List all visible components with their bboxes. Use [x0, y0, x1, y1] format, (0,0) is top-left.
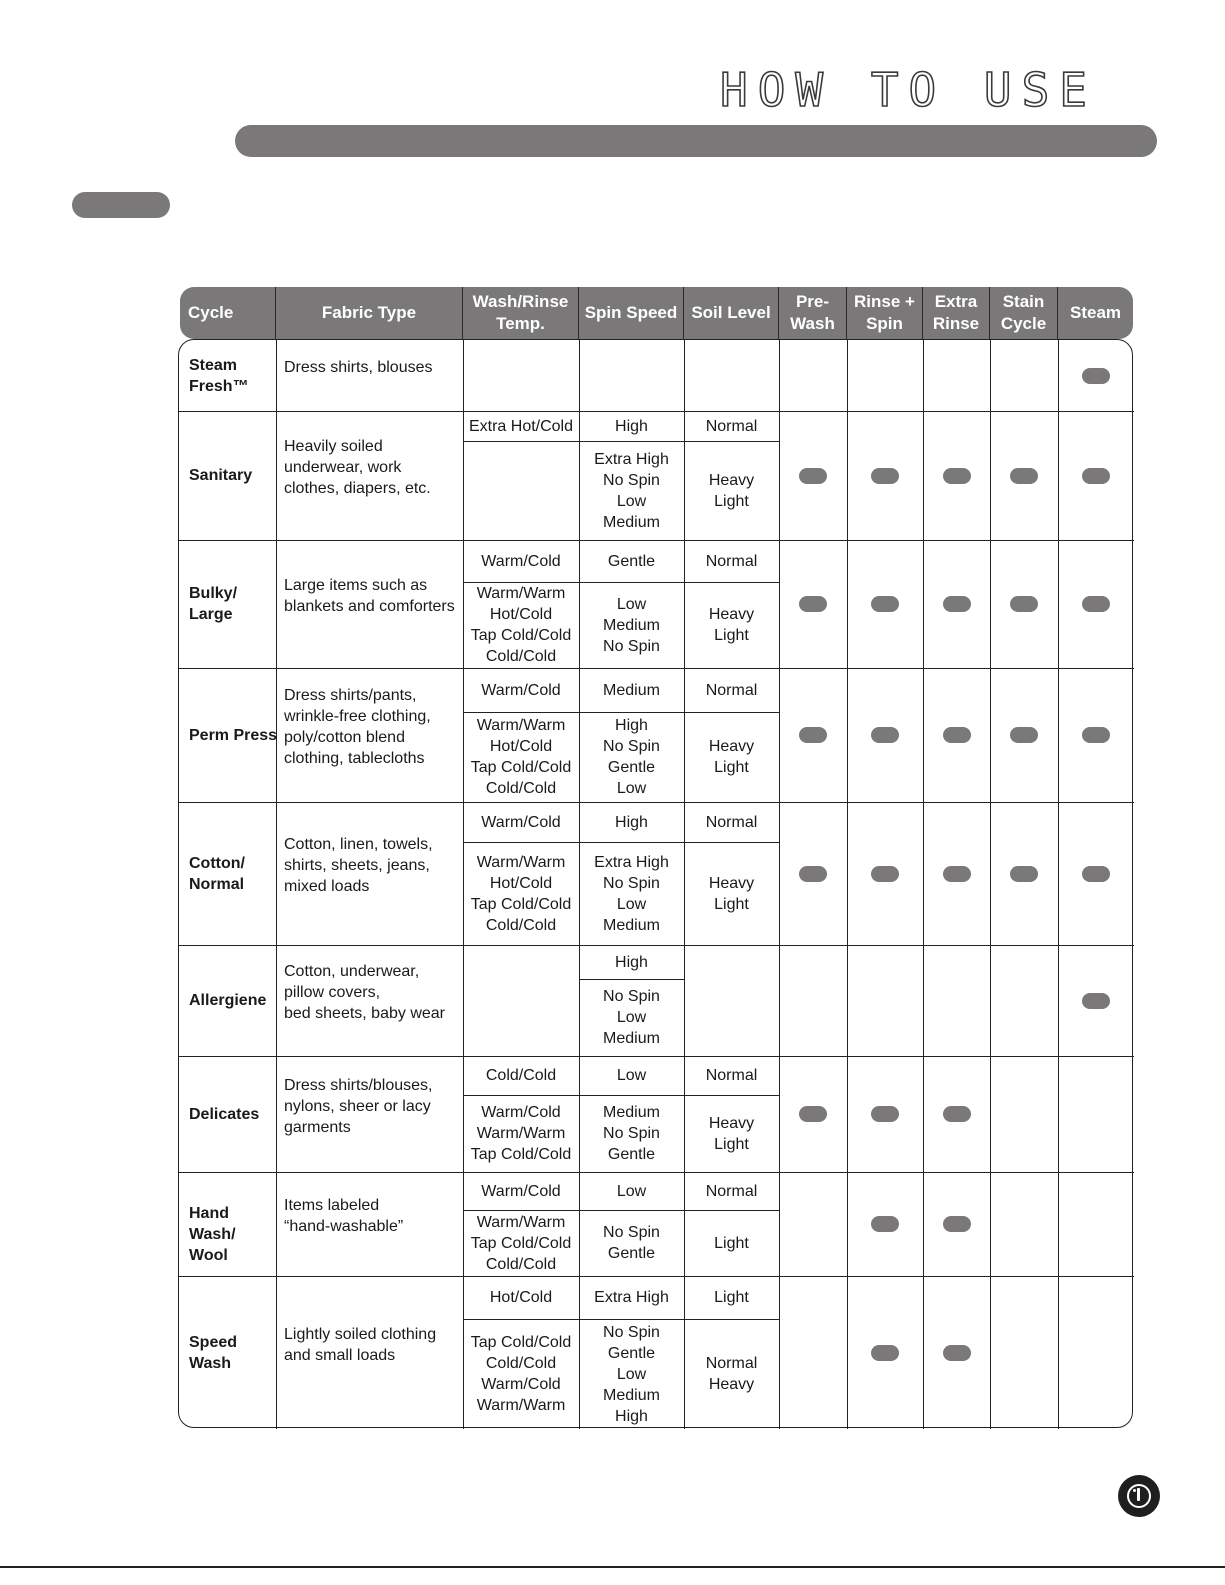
cycle-name: Speed Wash — [189, 1333, 238, 1372]
filled-oval-icon — [871, 727, 899, 743]
column-divider — [990, 340, 991, 1429]
cycle-name: Hand Wash/ Wool — [189, 1205, 236, 1264]
spin-options: Medium No Spin Gentle — [603, 1104, 660, 1163]
filled-oval-icon — [943, 866, 971, 882]
row-divider — [179, 802, 1134, 803]
filled-oval-icon — [943, 1345, 971, 1361]
soil-default: Light — [714, 1289, 749, 1306]
column-header: Steam — [1057, 287, 1133, 339]
column-divider — [923, 340, 924, 1429]
soil-options: Normal Heavy — [705, 1355, 758, 1393]
filled-oval-icon — [1082, 596, 1110, 612]
filled-oval-icon — [1010, 468, 1038, 484]
filled-oval-icon — [1082, 727, 1110, 743]
cycle-name: Allergiene — [189, 992, 267, 1009]
temp-options: Tap Cold/Cold Cold/Cold Warm/Cold Warm/Warm — [470, 1334, 572, 1414]
column-header: Pre- Wash — [778, 287, 846, 339]
row-divider — [179, 945, 1134, 946]
column-header: Rinse + Spin — [846, 287, 922, 339]
column-divider — [847, 340, 848, 1429]
spin-default: Gentle — [607, 552, 656, 570]
filled-oval-icon — [799, 727, 827, 743]
cycle-name: Perm Press — [189, 726, 278, 744]
filled-oval-icon — [871, 596, 899, 612]
filled-oval-icon — [871, 1345, 899, 1361]
spin-options: No Spin Low Medium — [603, 988, 660, 1047]
filled-oval-icon — [1082, 368, 1110, 384]
table-header — [180, 287, 1133, 339]
filled-oval-icon — [871, 1216, 899, 1232]
column-header: Extra Rinse — [922, 287, 989, 339]
cycle-name: Cotton/ Normal — [189, 854, 245, 893]
soil-default: Normal — [705, 417, 758, 435]
soil-default: Normal — [705, 1182, 758, 1200]
filled-oval-icon — [943, 727, 971, 743]
row-divider — [179, 540, 1134, 541]
temp-options: Warm/Warm Tap Cold/Cold Cold/Cold — [470, 1213, 572, 1273]
fabric-type: Large items such as blankets and comforters — [284, 577, 455, 615]
column-header: Stain Cycle — [989, 287, 1057, 339]
cycle-name: Delicates — [189, 1105, 260, 1123]
filled-oval-icon — [1082, 993, 1110, 1009]
cell-split-line — [463, 842, 779, 843]
fabric-type: Heavily soiled underwear, work clothes, diapers, etc. — [284, 438, 431, 497]
header-bar — [235, 125, 1157, 157]
filled-oval-icon — [1010, 727, 1038, 743]
filled-oval-icon — [1010, 866, 1038, 882]
soil-options: Heavy Light — [708, 874, 755, 913]
row-divider — [179, 668, 1134, 669]
temp-default: Warm/Cold — [481, 813, 561, 831]
temp-default: Hot/Cold — [489, 1289, 553, 1306]
table-body — [178, 339, 1133, 1428]
column-header: Soil Level — [683, 287, 778, 339]
filled-oval-icon — [943, 1106, 971, 1122]
spin-options: No Spin Gentle Low Medium High — [603, 1323, 660, 1425]
temp-options: Warm/Warm Hot/Cold Tap Cold/Cold Cold/Cold — [470, 853, 572, 934]
soil-options: Heavy Light — [708, 1114, 755, 1153]
temp-default: Warm/Cold — [481, 681, 561, 699]
spin-default: Low — [616, 1182, 647, 1200]
cell-split-line — [463, 1319, 779, 1320]
temp-default: Warm/Cold — [481, 1182, 561, 1200]
column-header: Wash/Rinse Temp. — [462, 287, 578, 339]
soil-options: Light — [714, 1234, 749, 1252]
filled-oval-icon — [871, 1106, 899, 1122]
soil-options: Heavy Light — [708, 738, 755, 776]
temp-options: Warm/Warm Hot/Cold Tap Cold/Cold Cold/Cold — [470, 717, 572, 797]
spin-default: High — [615, 953, 648, 971]
filled-oval-icon — [871, 866, 899, 882]
column-header: Fabric Type — [275, 287, 462, 339]
column-header: Cycle — [188, 303, 234, 322]
fabric-type: Lightly soiled clothing and small loads — [284, 1325, 437, 1364]
spin-options: High No Spin Gentle Low — [603, 717, 660, 797]
spin-options: Extra High No Spin Low Medium — [594, 853, 669, 934]
filled-oval-icon — [799, 468, 827, 484]
cell-split-line — [463, 441, 779, 442]
cycle-name: Steam Fresh™ — [189, 356, 249, 395]
column-header: Spin Speed — [578, 287, 683, 339]
fabric-type: Cotton, underwear, pillow covers, bed sheets, baby wear — [284, 963, 445, 1022]
filled-oval-icon — [943, 468, 971, 484]
filled-oval-icon — [799, 866, 827, 882]
section-title: HOW TO USE — [720, 63, 1097, 117]
fabric-type: Cotton, linen, towels, shirts, sheets, jeans, mixed loads — [284, 836, 433, 895]
page-bottom-rule — [0, 1566, 1225, 1568]
soil-default: Normal — [705, 1067, 758, 1084]
row-divider — [179, 1172, 1134, 1173]
soil-default: Normal — [705, 552, 758, 570]
fabric-type: Dress shirts/blouses, nylons, sheer or lacy garments — [284, 1076, 433, 1136]
column-divider — [779, 340, 780, 1429]
spin-default: Medium — [603, 681, 660, 699]
spin-default: Low — [616, 1067, 647, 1084]
cycle-name: Sanitary — [189, 467, 253, 484]
filled-oval-icon — [943, 596, 971, 612]
filled-oval-icon — [871, 468, 899, 484]
spin-options: Extra High No Spin Low Medium — [594, 450, 669, 531]
cycle-name: Bulky/ Large — [189, 585, 238, 623]
spin-options: No Spin Gentle — [603, 1224, 660, 1262]
temp-default: Extra Hot/Cold — [468, 417, 574, 435]
soil-default: Normal — [705, 681, 758, 699]
temp-default: Cold/Cold — [485, 1067, 557, 1084]
fabric-type: Dress shirts, blouses — [284, 359, 433, 376]
fabric-type: Items labeled “hand-washable” — [284, 1197, 404, 1235]
temp-options: Warm/Warm Hot/Cold Tap Cold/Cold Cold/Cold — [470, 585, 572, 665]
spin-options: Low Medium No Spin — [603, 595, 660, 655]
soil-default: Normal — [705, 813, 758, 831]
row-divider — [179, 411, 1134, 412]
lg-logo-icon — [1118, 1475, 1160, 1517]
section-pill — [72, 192, 170, 218]
filled-oval-icon — [1082, 468, 1110, 484]
spin-default: High — [615, 417, 648, 435]
filled-oval-icon — [1010, 596, 1038, 612]
filled-oval-icon — [799, 1106, 827, 1122]
spin-default: High — [615, 813, 648, 831]
filled-oval-icon — [1082, 866, 1110, 882]
cell-split-line — [463, 1095, 779, 1096]
column-divider — [1058, 340, 1059, 1429]
fabric-type: Dress shirts/pants, wrinkle-free clothing, poly/cotton blend clothing, tablecloths — [284, 687, 431, 767]
filled-oval-icon — [799, 596, 827, 612]
row-divider — [179, 1276, 1134, 1277]
row-divider — [179, 1056, 1134, 1057]
cell-split-line — [579, 979, 684, 980]
soil-options: Heavy Light — [708, 606, 755, 644]
cell-split-line — [463, 712, 779, 713]
filled-oval-icon — [943, 1216, 971, 1232]
soil-options: Heavy Light — [708, 471, 755, 510]
spin-default: Extra High — [594, 1289, 669, 1306]
temp-options: Warm/Cold Warm/Warm Tap Cold/Cold — [470, 1104, 572, 1163]
temp-default: Warm/Cold — [481, 552, 561, 570]
